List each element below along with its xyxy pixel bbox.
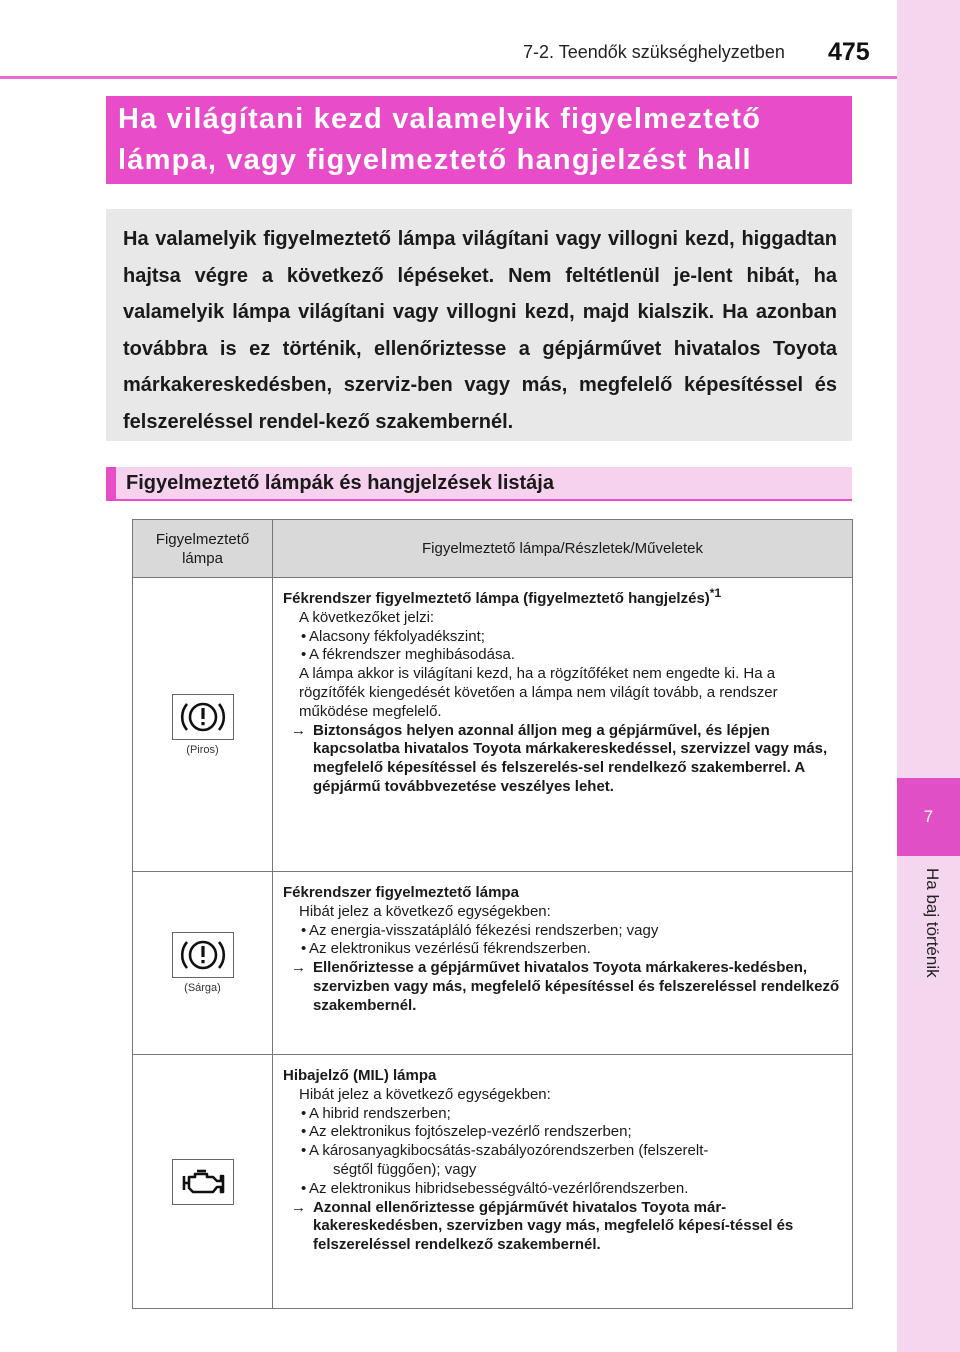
footnote-mark: *1 [709,586,722,600]
details-cell [273,578,853,872]
bullet-item: • Az elektronikus fojtószelep-vezérlő rendszerben; [283,1123,842,1142]
details-cell [273,872,853,1055]
row-intro: Hibát jelez a következő egységekben: [299,1085,551,1103]
action-text: → Ellenőriztesse a gépjárművet hivatalos Toyota márkakeres-kedésben, szervizben vagy más, megfelelő képesítéssel és felszereléssel rendelkező szakembernél. [283,959,842,1015]
action-text: → Azonnal ellenőriztesse gépjárművét hivatalos Toyota már-kakereskedésben, szervizben vagy más, megfelelő képesí-téssel és felszereléssel rendelkező szakembernél. [283,1199,842,1255]
icon-caption: (Sárga) [184,982,221,994]
header-divider [0,76,897,79]
col-header-lamp-line1: Figyelmeztető [155,530,250,548]
warning-lights-table [132,519,853,1309]
banner-line-1: Ha világítani kezd valamelyik figyelmeztető [118,103,762,135]
details-cell [273,1055,853,1309]
brake-system-icon [172,932,234,978]
row-title: Fékrendszer figyelmeztető lámpa [283,884,519,901]
bullet-item: • Az energia-visszatápláló fékezési rendszerben; vagy [283,922,842,941]
col-header-details: Figyelmeztető lámpa/Részletek/Műveletek [273,520,853,578]
side-tab-strip [897,0,960,1352]
row-title: Hibajelző (MIL) lámpa [283,1067,437,1084]
list-subheading: Figyelmeztető lámpák és hangjelzések listája [106,467,852,501]
chapter-title: Ha baj történik [923,868,942,978]
icon-cell [133,872,273,1055]
table-row [133,872,853,1055]
banner-line-2: lámpa, vagy figyelmeztető hangjelzést hall [118,144,752,176]
page-number: 475 [828,38,870,66]
section-title: 7-2. Teendők szükséghelyzetben [523,42,785,62]
brake-warning-icon [172,694,234,740]
action-text: → Biztonságos helyen azonnal álljon meg a gépjárművel, és lépjen kapcsolatba hivatalos Toyota márkakereskedéssel, szervizzel vagy más, megfelelő képesítéssel és felszerelés-sel rendelkező szakemberrel. A gépjármű továbbvezetése veszélyes lehet. [283,722,842,797]
bullet-item: • Az elektronikus vezérlésű fékrendszerben. [283,940,842,959]
intro-text: Ha valamelyik figyelmeztető lámpa világítani vagy villogni kezd, higgadtan hajtsa végre a következő lépéseket. Nem feltétlenül je-lent hibát, ha valamelyik lámpa világítani vagy villogni kezd, majd kialszik. Ha azonban továbbra is ez történik, ellenőriztesse a gépjárművet hivatalos Toyota márkakereskedésben, szerviz-ben vagy más, megfelelő képesítéssel és felszereléssel rendel-kező szakembernél. [123,228,837,433]
bullet-item: • A fékrendszer meghibásodása. [283,646,842,665]
table-row [133,1055,853,1309]
bullet-item: • Az elektronikus hibridsebességváltó-vezérlőrendszerben. [283,1180,842,1199]
row-title [283,586,842,609]
icon-cell [133,1055,273,1309]
row-note: A lámpa akkor is világítani kezd, ha a rögzítőféket nem engedte ki. Ha a rögzítőfék kiengedését követően a lámpa nem világít tovább, a rendszer működése megfelelő. [299,665,778,720]
icon-caption: (Piros) [186,743,219,756]
title-banner [106,96,852,184]
col-header-lamp [133,520,273,578]
table-row [133,578,853,872]
row-intro: A következőket jelzi: [299,608,435,626]
table-header-row [133,520,853,578]
bullet-item: • A hibrid rendszerben; [283,1105,842,1124]
col-header-lamp-line2: lámpa [182,549,223,567]
chapter-number-tab[interactable]: 7 [897,778,960,856]
row-intro: Hibát jelez a következő egységekben: [299,902,551,920]
intro-box [106,209,852,441]
engine-check-icon [172,1159,234,1205]
icon-cell [133,578,273,872]
bullet-continuation: ségtől függően); vagy [333,1160,477,1178]
bullet-item: • A károsanyagkibocsátás-szabályozórendszerben (felszerelt- [283,1142,842,1161]
row-title-text: Fékrendszer figyelmeztető lámpa (figyelmeztető hangjelzés) [283,590,710,607]
bullet-item: • Alacsony fékfolyadékszint; [283,628,842,647]
